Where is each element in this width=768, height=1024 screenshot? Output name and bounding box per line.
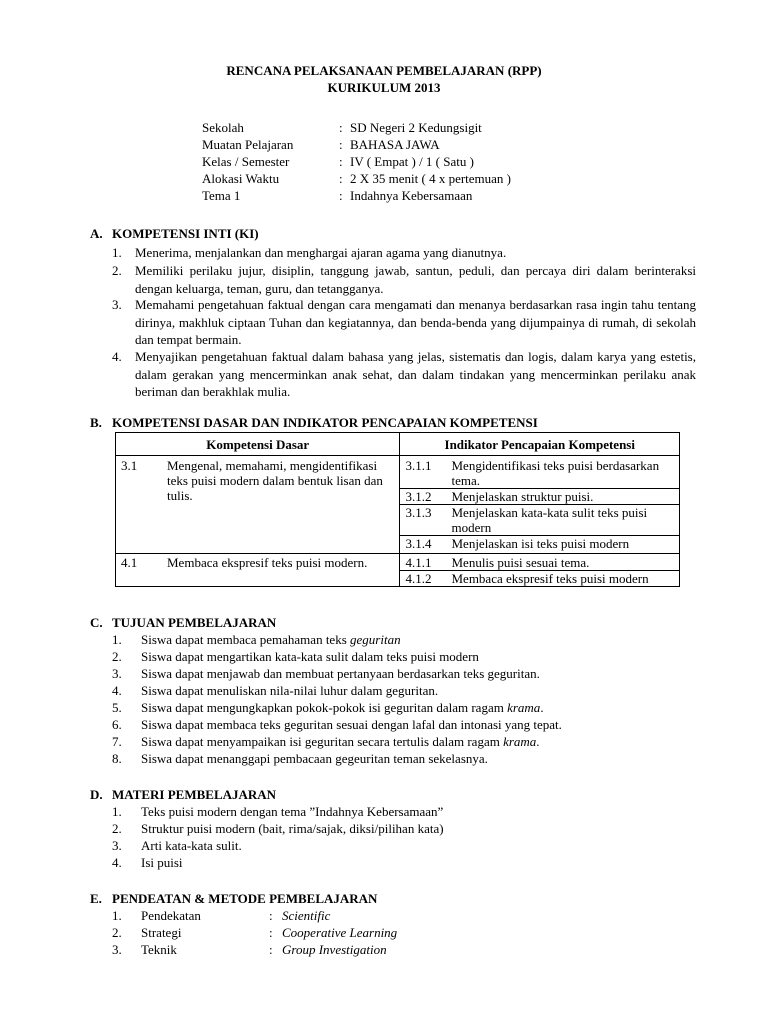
item-text-tail: .	[536, 734, 540, 749]
indicator-row	[400, 571, 679, 586]
item-text: Siswa dapat menuliskan nila-nilai luhur dalam geguritan.	[141, 683, 439, 698]
item-text-tail: .	[540, 700, 544, 715]
info-label: Muatan Pelajaran	[202, 137, 294, 152]
indicator-text: Menjelaskan struktur puisi.	[451, 489, 594, 504]
info-colon: :	[339, 120, 343, 135]
indicator-row	[400, 456, 679, 489]
item-text: Menyajikan pengetahuan faktual dalam bahasa yang jelas, sistematis dan logis, dalam karya yang estetis, dalam gerakan yang mencerminkan anak sehat, dan dalam tindakan yang mencerminkan perilaku anak beriman dan berakhlak mulia.	[135, 349, 696, 399]
kd-cell	[116, 554, 400, 587]
indicator-text: Menjelaskan kata-kata sulit teks puisi modern	[451, 505, 648, 535]
table-header-row	[116, 433, 680, 456]
info-label: Sekolah	[202, 120, 244, 135]
item-text: Arti kata-kata sulit.	[141, 838, 242, 853]
item-number: 8.	[112, 751, 122, 766]
item-number: 3.	[112, 838, 122, 853]
info-colon: :	[339, 188, 343, 203]
info-colon: :	[339, 137, 343, 152]
item-text-main: Siswa dapat menyampaikan isi geguritan secara tertulis dalam ragam	[141, 734, 504, 749]
section-title: KOMPETENSI INTI (KI)	[112, 226, 259, 241]
item-text	[141, 734, 540, 750]
section-letter: C.	[90, 615, 103, 630]
kd-text: Mengenal, memahami, mengidentifikasi teks puisi modern dalam bentuk lisan dan tulis.	[167, 458, 383, 503]
info-label: Kelas / Semester	[202, 154, 290, 169]
item-number: 3.	[112, 942, 122, 957]
indicator-code: 3.1.4	[405, 536, 432, 551]
method-colon: :	[269, 942, 273, 957]
ki-item	[112, 296, 696, 349]
info-colon: :	[339, 154, 343, 169]
indicator-cell	[400, 456, 680, 554]
info-label: Alokasi Waktu	[202, 171, 280, 186]
kd-cell	[116, 456, 400, 554]
item-text: Teks puisi modern dengan tema ”Indahnya Kebersamaan”	[141, 804, 444, 819]
item-number: 7.	[112, 734, 122, 749]
item-text: Siswa dapat membaca teks geguritan sesuai dengan lafal dan intonasi yang tepat.	[141, 717, 562, 732]
item-number: 2.	[112, 263, 122, 278]
ki-item	[112, 244, 696, 262]
info-colon: :	[339, 171, 343, 186]
ki-item	[112, 262, 696, 297]
method-value: Scientific	[282, 908, 331, 923]
indicator-code: 3.1.3	[405, 505, 432, 520]
info-value: 2 X 35 menit ( 4 x pertemuan )	[350, 171, 512, 186]
indicator-cell	[400, 554, 680, 587]
document-subtitle: KURIKULUM 2013	[327, 80, 441, 95]
indicator-text: Membaca ekspresif teks puisi modern	[451, 571, 649, 586]
indicator-code: 3.1.1	[405, 458, 432, 473]
method-label: Strategi	[141, 925, 182, 940]
indicator-row	[400, 536, 679, 551]
item-number: 2.	[112, 925, 122, 940]
item-number: 4.	[112, 349, 122, 364]
item-number: 1.	[112, 804, 122, 819]
column-header-kd: Kompetensi Dasar	[116, 433, 400, 456]
section-title: PENDEATAN & METODE PEMBELAJARAN	[112, 891, 378, 906]
method-value: Group Investigation	[282, 942, 387, 957]
item-number: 5.	[112, 700, 122, 715]
item-text: Siswa dapat menjawab dan membuat pertanyaan berdasarkan teks geguritan.	[141, 666, 540, 681]
item-number: 6.	[112, 717, 122, 732]
item-text-emphasis: krama	[507, 700, 541, 715]
section-title: MATERI PEMBELAJARAN	[112, 787, 277, 802]
section-letter: A.	[90, 226, 103, 241]
item-number: 2.	[112, 821, 122, 836]
competency-table	[115, 432, 680, 587]
item-number: 3.	[112, 666, 122, 681]
item-number: 3.	[112, 297, 122, 312]
indicator-code: 4.1.1	[405, 555, 432, 570]
kd-code: 4.1	[121, 555, 138, 570]
item-text	[141, 700, 544, 716]
ki-item	[112, 348, 696, 401]
info-label: Tema 1	[202, 188, 241, 203]
indicator-text: Menjelaskan isi teks puisi modern	[451, 536, 630, 551]
item-text: Siswa dapat mengartikan kata-kata sulit dalam teks puisi modern	[141, 649, 479, 664]
kd-code: 3.1	[121, 458, 138, 473]
indicator-code: 4.1.2	[405, 571, 432, 586]
section-letter: D.	[90, 787, 103, 802]
item-number: 2.	[112, 649, 122, 664]
indicator-text: Mengidentifikasi teks puisi berdasarkan tema.	[451, 458, 660, 488]
section-letter: B.	[90, 415, 102, 430]
info-value: IV ( Empat ) / 1 ( Satu )	[350, 154, 474, 169]
item-text: Struktur puisi modern (bait, rima/sajak, diksi/pilihan kata)	[141, 821, 444, 836]
method-label: Pendekatan	[141, 908, 201, 923]
indicator-row	[400, 505, 679, 536]
item-text: Menerima, menjalankan dan menghargai ajaran agama yang dianutnya.	[135, 245, 507, 260]
info-value: BAHASA JAWA	[350, 137, 440, 152]
item-text: Siswa dapat menanggapi pembacaan gegeuritan teman sekelasnya.	[141, 751, 488, 766]
item-text	[141, 632, 401, 648]
indicator-text: Menulis puisi sesuai tema.	[451, 555, 590, 570]
item-number: 4.	[112, 855, 122, 870]
item-number: 4.	[112, 683, 122, 698]
method-label: Teknik	[141, 942, 177, 957]
item-number: 1.	[112, 908, 122, 923]
method-value: Cooperative Learning	[282, 925, 398, 940]
method-colon: :	[269, 925, 273, 940]
section-title: KOMPETENSI DASAR DAN INDIKATOR PENCAPAIAN KOMPETENSI	[112, 415, 538, 430]
column-header-indicator: Indikator Pencapaian Kompetensi	[400, 433, 680, 456]
info-value: Indahnya Kebersamaan	[350, 188, 473, 203]
item-text-main: Siswa dapat membaca pemahaman teks	[141, 632, 351, 647]
item-text-main: Siswa dapat mengungkapkan pokok-pokok isi geguritan dalam ragam	[141, 700, 508, 715]
kd-text: Membaca ekspresif teks puisi modern.	[167, 555, 368, 570]
document-title: RENCANA PELAKSANAAN PEMBELAJARAN (RPP)	[226, 63, 542, 78]
indicator-row	[400, 554, 679, 571]
item-text: Memahami pengetahuan faktual dengan cara mengamati dan menanya berdasarkan rasa ingin tahu tentang dirinya, makhluk ciptaan Tuhan dan kegiatannya, dan benda-benda yang dijumpainya di rumah, di sekolah dan tempat bermain.	[135, 297, 696, 347]
item-text-emphasis: krama	[503, 734, 537, 749]
table-row	[116, 456, 680, 554]
info-value: SD Negeri 2 Kedungsigit	[350, 120, 482, 135]
table-row	[116, 554, 680, 587]
section-title: TUJUAN PEMBELAJARAN	[112, 615, 277, 630]
method-colon: :	[269, 908, 273, 923]
item-number: 1.	[112, 245, 122, 260]
item-text-emphasis: geguritan	[350, 632, 401, 647]
indicator-row	[400, 489, 679, 505]
item-number: 1.	[112, 632, 122, 647]
item-text: Isi puisi	[141, 855, 183, 870]
section-letter: E.	[90, 891, 102, 906]
item-text: Memiliki perilaku jujur, disiplin, tanggung jawab, santun, peduli, dan percaya diri dalam berinteraksi dengan keluarga, teman, guru, dan tetangganya.	[135, 263, 696, 296]
indicator-code: 3.1.2	[405, 489, 432, 504]
